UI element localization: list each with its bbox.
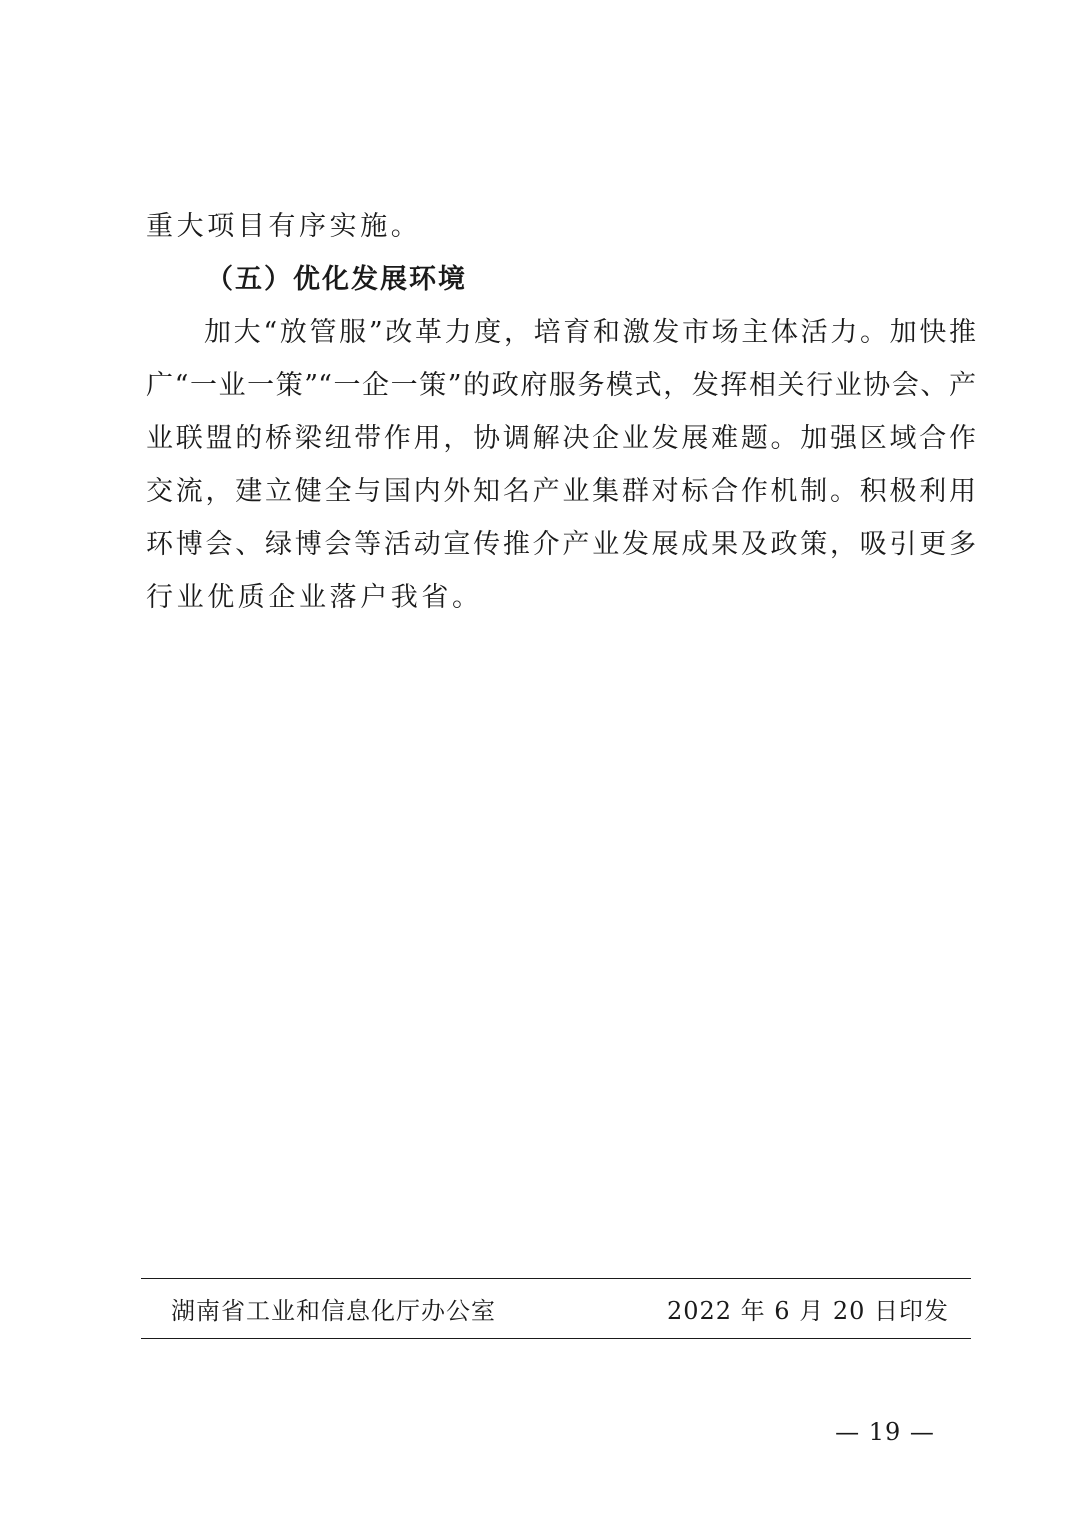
page-number: — 19 — xyxy=(835,1418,935,1446)
issuer-name: 湖南省工业和信息化厅办公室 xyxy=(171,1296,496,1325)
section-heading: （五）优化发展环境 xyxy=(206,264,467,295)
paragraph-continuation-line: 重大项目有序实施。 xyxy=(146,211,422,242)
footer-bottom-rule xyxy=(141,1338,971,1339)
paragraph-line: 环博会、绿博会等活动宣传推介产业发展成果及政策，吸引更多 xyxy=(146,529,976,560)
body-text xyxy=(146,200,976,624)
paragraph-line: 行业优质企业落户我省。 xyxy=(146,582,483,613)
paragraph-line: 交流，建立健全与国内外知名产业集群对标合作机制。积极利用 xyxy=(146,476,976,507)
paragraph-line: 广“一业一策”“一企一策”的政府服务模式，发挥相关行业协会、产 xyxy=(146,370,976,401)
issue-date: 2022 年 6 月 20 日印发 xyxy=(666,1296,949,1325)
paragraph-line: 业联盟的桥梁纽带作用，协调解决企业发展难题。加强区域合作 xyxy=(146,423,976,454)
paragraph-line: 加大“放管服”改革力度，培育和激发市场主体活力。加快推 xyxy=(204,317,976,348)
imprint-footer xyxy=(141,1278,971,1338)
